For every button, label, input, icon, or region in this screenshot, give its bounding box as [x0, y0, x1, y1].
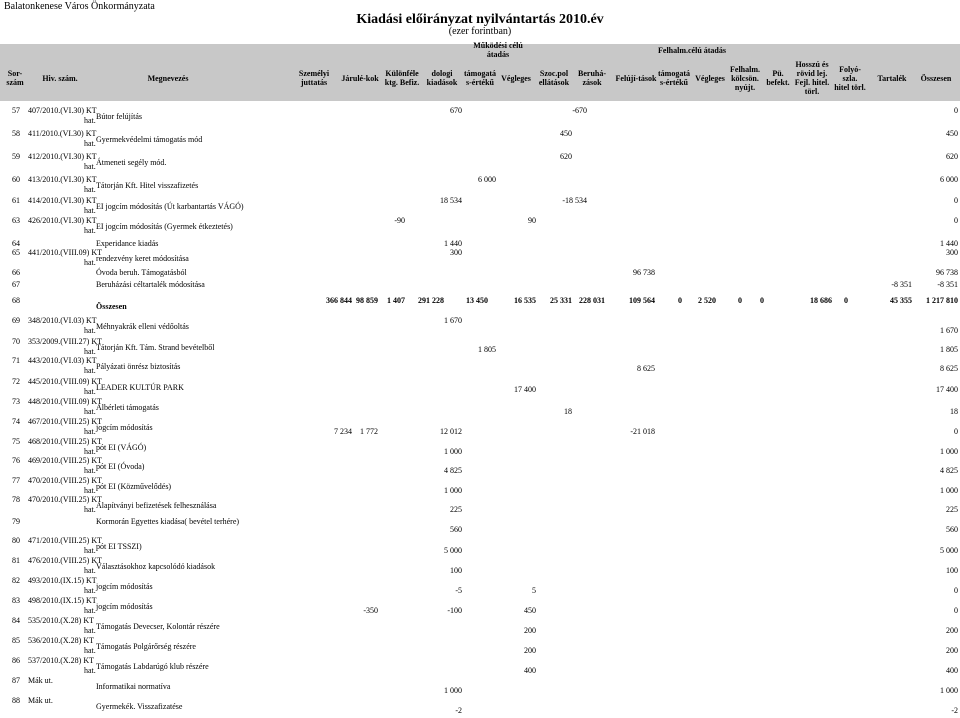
- row-number: 78: [12, 495, 20, 504]
- row-number: 77: [12, 476, 20, 485]
- hat-label: hat.: [84, 206, 96, 215]
- column-header: Tartalék: [877, 73, 907, 83]
- resolution-ref: 445/2010.(VIII.09) KT: [28, 377, 102, 386]
- hat-label: hat.: [84, 546, 96, 555]
- row-number: 79: [12, 517, 20, 526]
- row-number: 69: [12, 316, 20, 325]
- cell-value: -100: [447, 606, 462, 615]
- item-name: pót EI (VÁGÓ): [96, 443, 147, 452]
- cell-value: 1 440: [940, 239, 958, 248]
- cell-value: 366 844: [326, 296, 352, 305]
- hat-label: hat.: [84, 646, 96, 655]
- cell-value: 1 805: [478, 345, 496, 354]
- hat-label: hat.: [84, 185, 96, 194]
- item-name: Bútor felújítás: [96, 112, 142, 121]
- cell-value: 620: [946, 152, 958, 161]
- row-number: 88: [12, 696, 20, 705]
- hat-label: hat.: [84, 347, 96, 356]
- item-name: Beruházási céltartalék módosítása: [96, 280, 205, 289]
- cell-value: 1 217 810: [926, 296, 958, 305]
- hat-label: hat.: [84, 466, 96, 475]
- resolution-ref: 536/2010.(X.28) KT: [28, 636, 94, 645]
- column-header: Végleges: [695, 73, 725, 83]
- page-subtitle: (ezer forintban): [448, 26, 512, 37]
- cell-value: -350: [363, 606, 378, 615]
- row-number: 73: [12, 397, 20, 406]
- hat-label: hat.: [84, 366, 96, 375]
- cell-value: 0: [954, 586, 958, 595]
- cell-value: 8 625: [940, 364, 958, 373]
- cell-value: 96 738: [633, 268, 655, 277]
- resolution-ref: 441/2010.(VIII.09) KT: [28, 248, 102, 257]
- row-number: 85: [12, 636, 20, 645]
- cell-value: -18 534: [562, 196, 587, 205]
- cell-value: 2 520: [698, 296, 716, 305]
- item-name: Választásokhoz kapcsolódó kiadások: [96, 562, 216, 571]
- resolution-ref: 413/2010.(VI.30) KT: [28, 175, 97, 184]
- column-header: Végleges: [501, 73, 531, 83]
- cell-value: 0: [954, 196, 958, 205]
- cell-value: 0: [954, 606, 958, 615]
- resolution-ref: 493/2010.(IX.15) KT: [28, 576, 97, 585]
- hat-label: hat.: [84, 326, 96, 335]
- hat-label: hat.: [84, 505, 96, 514]
- row-number: 81: [12, 556, 20, 565]
- cell-value: 450: [946, 129, 958, 138]
- hat-label: hat.: [84, 486, 96, 495]
- row-number: 65: [12, 248, 20, 257]
- column-header-band: [0, 41, 960, 101]
- cell-value: 450: [560, 129, 572, 138]
- cell-value: 300: [450, 248, 462, 257]
- row-number: 66: [12, 268, 20, 277]
- resolution-ref: 407/2010.(VI.30) KT: [28, 106, 97, 115]
- resolution-ref: 414/2010.(VI.30) KT: [28, 196, 97, 205]
- resolution-ref: 470/2010.(VIII.25) KT: [28, 495, 102, 504]
- item-name: Átmeneti segély mód.: [96, 158, 167, 167]
- item-name: Kormorán Egyettes kiadása( bevétel terhére): [96, 517, 240, 526]
- row-number: 71: [12, 356, 20, 365]
- item-name: Támogatás Polgárőrség részére: [96, 642, 196, 651]
- item-name: LEADER KULTÚR PARK: [96, 383, 184, 392]
- item-name: rendezvény keret módosítása: [96, 254, 189, 263]
- resolution-ref: 469/2010.(VIII.25) KT: [28, 456, 102, 465]
- row-number: 82: [12, 576, 20, 585]
- column-header: támogatá s-értékű: [464, 69, 496, 87]
- cell-value: 4 825: [444, 466, 462, 475]
- cell-value: 1 000: [444, 686, 462, 695]
- cell-value: 17 400: [936, 385, 958, 394]
- item-name: EI jogcím módosítás (Út karbantartás VÁGÓ): [96, 202, 244, 211]
- column-group-header: Felhalm.célú átadás: [658, 45, 726, 55]
- cell-value: 560: [946, 525, 958, 534]
- cell-value: 400: [946, 666, 958, 675]
- column-group-header: Működési célú átadás: [473, 41, 523, 59]
- resolution-ref: 353/2009.(VIII.27) KT: [28, 337, 102, 346]
- hat-label: hat.: [84, 162, 96, 171]
- cell-value: 400: [524, 666, 536, 675]
- item-name: pót EI (Óvoda): [96, 462, 145, 471]
- row-number: 75: [12, 437, 20, 446]
- hat-label: hat.: [84, 427, 96, 436]
- item-name: pót EI (Közművelődés): [96, 482, 172, 491]
- cell-value: 200: [524, 626, 536, 635]
- hat-label: hat.: [84, 116, 96, 125]
- column-header: Személyi juttatás: [298, 69, 330, 87]
- hat-label: hat.: [84, 387, 96, 396]
- cell-value: 620: [560, 152, 572, 161]
- cell-value: 200: [946, 646, 958, 655]
- item-name: EI jogcím módosítás (Gyermek étkeztetés): [96, 222, 233, 231]
- cell-value: -5: [455, 586, 462, 595]
- row-number: 57: [12, 106, 20, 115]
- cell-value: 8 625: [637, 364, 655, 373]
- item-name: Experidance kiadás: [96, 239, 159, 248]
- cell-value: 0: [844, 296, 848, 305]
- row-number: 76: [12, 456, 20, 465]
- item-name: Óvoda beruh. Támogatásból: [96, 268, 187, 277]
- hat-label: hat.: [84, 139, 96, 148]
- resolution-ref: 498/2010.(IX.15) KT: [28, 596, 97, 605]
- item-name: jogcím módosítás: [96, 582, 153, 591]
- cell-value: 0: [954, 106, 958, 115]
- resolution-ref: 471/2010.(VIII.25) KT: [28, 536, 102, 545]
- hat-label: hat.: [84, 566, 96, 575]
- cell-value: 96 738: [936, 268, 958, 277]
- column-header: dologi kiadások: [426, 69, 458, 87]
- cell-value: 0: [760, 296, 764, 305]
- cell-value: 98 859: [356, 296, 378, 305]
- resolution-ref: 537/2010.(X.28) KT: [28, 656, 94, 665]
- cell-value: 291 228: [418, 296, 444, 305]
- cell-value: 12 012: [440, 427, 462, 436]
- cell-value: 560: [450, 525, 462, 534]
- cell-value: 225: [450, 505, 462, 514]
- resolution-ref: 426/2010.(VI.30) KT: [28, 216, 97, 225]
- column-header: Hosszú és rövid lej. Fejl. hitel. törl.: [794, 60, 830, 96]
- cell-value: -21 018: [630, 427, 655, 436]
- cell-value: 18 686: [810, 296, 832, 305]
- cell-value: -8 351: [891, 280, 912, 289]
- cell-value: 18 534: [440, 196, 462, 205]
- resolution-ref: 348/2010.(VI.03) KT: [28, 316, 97, 325]
- column-header: Hiv. szám.: [42, 73, 78, 83]
- cell-value: 100: [946, 566, 958, 575]
- cell-value: 670: [450, 106, 462, 115]
- cell-value: -670: [572, 106, 587, 115]
- cell-value: 7 234: [334, 427, 352, 436]
- cell-value: 0: [954, 427, 958, 436]
- row-number: 60: [12, 175, 20, 184]
- cell-value: 225: [946, 505, 958, 514]
- cell-value: 5: [532, 586, 536, 595]
- item-name: Támogatás Devecser, Kolontár részére: [96, 622, 220, 631]
- cell-value: 100: [450, 566, 462, 575]
- cell-value: 1 000: [444, 447, 462, 456]
- cell-value: 200: [524, 646, 536, 655]
- item-name: jogcím módosítás: [96, 423, 153, 432]
- item-name: Gyermekék. Visszafizatése: [96, 702, 183, 711]
- cell-value: 1 000: [940, 486, 958, 495]
- row-number: 64: [12, 239, 20, 248]
- row-number: 86: [12, 656, 20, 665]
- cell-value: 6 000: [478, 175, 496, 184]
- hat-label: hat.: [84, 407, 96, 416]
- hat-label: hat.: [84, 226, 96, 235]
- resolution-ref: 467/2010.(VIII.25) KT: [28, 417, 102, 426]
- row-number: 83: [12, 596, 20, 605]
- column-header: Sor- szám: [6, 69, 24, 87]
- hat-label: hat.: [84, 626, 96, 635]
- row-number: 68: [12, 296, 20, 305]
- column-header: Folyó-szla. hitel törl.: [834, 64, 866, 92]
- cell-value: 18: [564, 407, 572, 416]
- cell-value: 1 670: [444, 316, 462, 325]
- page-title: Kiadási előirányzat nyilvántartás 2010.év: [356, 12, 604, 27]
- item-name: Informatikai normatíva: [96, 682, 171, 691]
- column-header: Felújí-tások: [615, 73, 657, 83]
- column-header: Beruhá- zások: [578, 69, 606, 87]
- cell-value: 1 000: [940, 447, 958, 456]
- column-header: Megnevezés: [147, 73, 189, 83]
- item-name: Tátorján Kft. Hitel visszafizetés: [96, 181, 199, 190]
- resolution-ref: 535/2010.(X.28) KT: [28, 616, 94, 625]
- total-label: Összesen: [96, 302, 127, 311]
- column-header: Különféle ktg. Befiz.: [384, 69, 420, 87]
- item-name: Méhnyakrák elleni védőoltás: [96, 322, 189, 331]
- resolution-ref: Mák ut.: [28, 696, 53, 705]
- cell-value: 4 825: [940, 466, 958, 475]
- cell-value: 200: [946, 626, 958, 635]
- item-name: Albérleti támogatás: [96, 403, 159, 412]
- cell-value: 0: [678, 296, 682, 305]
- cell-value: 0: [954, 216, 958, 225]
- cell-value: 16 535: [514, 296, 536, 305]
- cell-value: 1 772: [360, 427, 378, 436]
- item-name: jogcím módosítás: [96, 602, 153, 611]
- resolution-ref: 448/2010.(VIII.09) KT: [28, 397, 102, 406]
- cell-value: 450: [524, 606, 536, 615]
- item-name: Pályázati önrész biztosítás: [96, 362, 181, 371]
- cell-value: 6 000: [940, 175, 958, 184]
- resolution-ref: 470/2010.(VIII.25) KT: [28, 476, 102, 485]
- cell-value: 1 000: [444, 486, 462, 495]
- row-number: 61: [12, 196, 20, 205]
- hat-label: hat.: [84, 586, 96, 595]
- hat-label: hat.: [84, 447, 96, 456]
- row-number: 67: [12, 280, 20, 289]
- item-name: Alapítványi befizetések felhesználása: [96, 501, 217, 510]
- column-header: támogatá s-értékű: [658, 69, 690, 87]
- cell-value: 228 031: [579, 296, 605, 305]
- resolution-ref: Mák ut.: [28, 676, 53, 685]
- cell-value: 17 400: [514, 385, 536, 394]
- cell-value: 109 564: [629, 296, 655, 305]
- cell-value: -8 351: [937, 280, 958, 289]
- column-header: Összesen: [920, 73, 952, 83]
- cell-value: 5 000: [940, 546, 958, 555]
- cell-value: 1 805: [940, 345, 958, 354]
- row-number: 59: [12, 152, 20, 161]
- column-header: Pü. befekt.: [766, 69, 790, 87]
- cell-value: 90: [528, 216, 536, 225]
- hat-label: hat.: [84, 666, 96, 675]
- resolution-ref: 412/2010.(VI.30) KT: [28, 152, 97, 161]
- cell-value: 25 331: [550, 296, 572, 305]
- row-number: 70: [12, 337, 20, 346]
- cell-value: -2: [455, 706, 462, 715]
- cell-value: 1 440: [444, 239, 462, 248]
- row-number: 63: [12, 216, 20, 225]
- cell-value: 5 000: [444, 546, 462, 555]
- hat-label: hat.: [84, 606, 96, 615]
- cell-value: -90: [394, 216, 405, 225]
- row-number: 74: [12, 417, 20, 426]
- cell-value: 1 407: [387, 296, 405, 305]
- row-number: 58: [12, 129, 20, 138]
- item-name: Tátorján Kft. Tám. Strand bevételből: [96, 343, 215, 352]
- row-number: 72: [12, 377, 20, 386]
- resolution-ref: 468/2010.(VIII.25) KT: [28, 437, 102, 446]
- cell-value: -2: [951, 706, 958, 715]
- row-number: 84: [12, 616, 20, 625]
- column-header: Szoc.pol ellátások: [538, 69, 570, 87]
- cell-value: 13 450: [466, 296, 488, 305]
- cell-value: 1 000: [940, 686, 958, 695]
- resolution-ref: 411/2010.(VI.30) KT: [28, 129, 97, 138]
- resolution-ref: 443/2010.(VI.03) KT: [28, 356, 97, 365]
- row-number: 87: [12, 676, 20, 685]
- cell-value: 1 670: [940, 326, 958, 335]
- organization-name: Balatonkenese Város Önkormányzata: [4, 1, 155, 12]
- cell-value: 18: [950, 407, 958, 416]
- column-header: Járulé-kok: [341, 73, 379, 83]
- cell-value: 300: [946, 248, 958, 257]
- item-name: Támogatás Labdarúgó klub részére: [96, 662, 209, 671]
- cell-value: 0: [738, 296, 742, 305]
- column-header: Felhalm. kölcsön. nyújt.: [730, 64, 760, 92]
- row-number: 80: [12, 536, 20, 545]
- hat-label: hat.: [84, 258, 96, 267]
- resolution-ref: 476/2010.(VIII.25) KT: [28, 556, 102, 565]
- item-name: Gyermekvédelmi támogatás mód: [96, 135, 203, 144]
- cell-value: 45 355: [890, 296, 912, 305]
- item-name: pót EI TSSZI): [96, 542, 142, 551]
